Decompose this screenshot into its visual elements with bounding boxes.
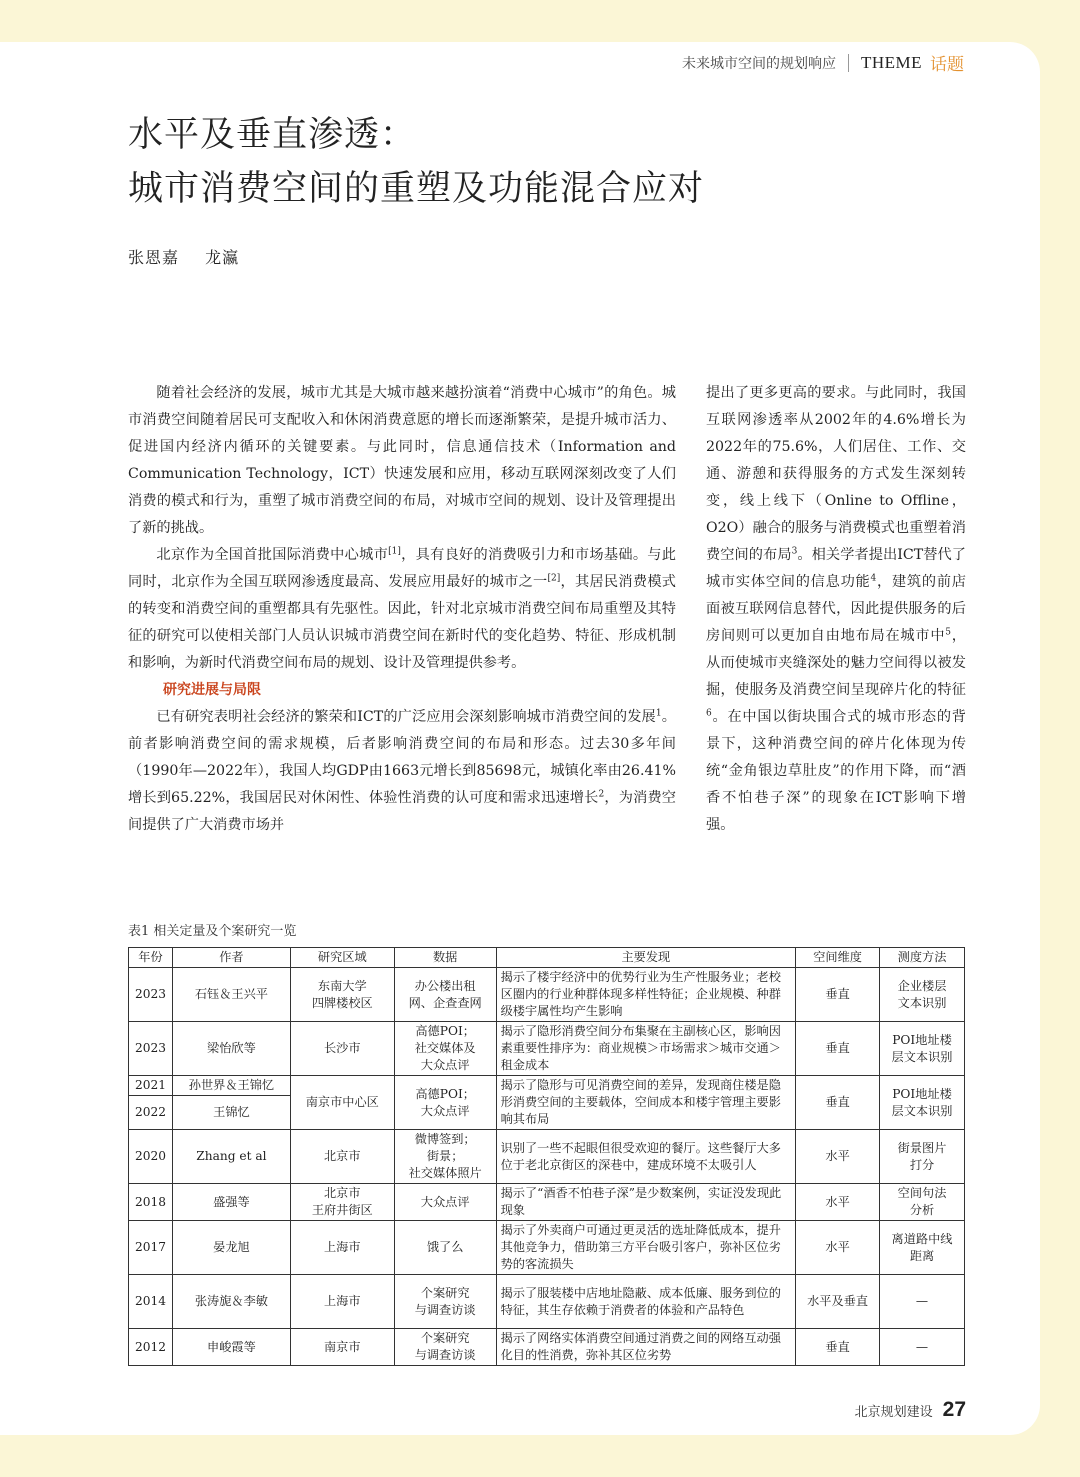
cell-author: 王锦忆 [172,1096,290,1130]
cell-area: 上海市 [290,1221,394,1275]
cell-data: 办公楼出租 网、企查查网 [394,968,496,1022]
footnote-ref: 2 [598,789,605,800]
cell-dimension: 垂直 [796,1329,880,1366]
footnote-ref: 4 [870,573,877,584]
table-row [129,1221,965,1275]
cell-area: 上海市 [290,1275,394,1329]
cell-finding: 识别了一些不起眼但很受欢迎的餐厅。这些餐厅大多位于老北京街区的深巷中，建成环境不太吸引人 [496,1130,796,1184]
footnote-ref: 6 [706,708,712,719]
cell-area: 北京市 王府井街区 [290,1184,394,1221]
citation-ref: [2] [547,573,561,584]
cell-dimension: 水平 [796,1184,880,1221]
cell-method: 街景图片 打分 [880,1130,965,1184]
cell-finding: 揭示了服装楼中店地址隐蔽、成本低廉、服务到位的特征，其生存依赖于消费者的体验和产品特色 [496,1275,796,1329]
body-column-left [128,380,676,839]
page-footer [855,1398,966,1422]
table-row [129,1022,965,1076]
col-header-year: 年份 [129,948,173,968]
cell-method: POI地址楼 层文本识别 [880,1076,965,1130]
table-row [129,1275,965,1329]
cell-method: — [880,1275,965,1329]
cell-author: 孙世界＆王锦忆 [172,1076,290,1096]
cell-data: 高德POI； 大众点评 [394,1076,496,1130]
col-header-finding: 主要发现 [496,948,796,968]
cell-author: 张涛旎＆李敏 [172,1275,290,1329]
cell-year: 2012 [129,1329,173,1366]
table-row [129,1130,965,1184]
author-2: 龙瀛 [205,248,240,267]
series-title: 未来城市空间的规划响应 [681,55,836,72]
cell-finding: 揭示了楼宇经济中的优势行业为生产性服务业；老校区圈内的行业种群体现多样性特征；企业规模、种群级楼宇属性均产生影响 [496,968,796,1022]
cell-author: 申峻霞等 [172,1329,290,1366]
cell-finding: 揭示了网络实体消费空间通过消费之间的网络互动强化目的性消费，弥补其区位劣势 [496,1329,796,1366]
table-row [129,1184,965,1221]
footnote-ref: 1 [655,708,662,719]
cell-year: 2020 [129,1130,173,1184]
cell-method: 企业楼层 文本识别 [880,968,965,1022]
magazine-name: 北京规划建设 [854,1404,933,1420]
cell-dimension: 水平 [796,1221,880,1275]
cell-method: 空间句法 分析 [880,1184,965,1221]
cell-data: 饿了么 [394,1221,496,1275]
cell-year: 2018 [129,1184,173,1221]
cell-data: 个案研究 与调查访谈 [394,1275,496,1329]
col-header-method: 测度方法 [880,948,965,968]
cell-year: 2017 [129,1221,173,1275]
cell-author: 梁怡欣等 [172,1022,290,1076]
section-heading: 研究进展与局限 [163,682,261,698]
cell-year: 2023 [129,968,173,1022]
cell-area: 北京市 [290,1130,394,1184]
cell-area: 南京市中心区 [290,1076,394,1130]
research-table [128,947,965,1366]
cell-finding: 揭示了外卖商户可通过更灵活的选址降低成本，提升其他竞争力，借助第三方平台吸引客户，弥补区位劣势的客流损失 [496,1221,796,1275]
paragraph-3-continued: 提出了更多更高的要求。与此同时，我国互联网渗透率从2002年的4.6%增长为2022年的75.6%，人们居住、工作、交通、游憩和获得服务的方式发生深刻转变，线上线下（Online to Offline，O2O）融合的服务与消费模式也重塑着消费空间的布局$^3$。相关学者提出ICT替代了城市实体空间的信息功能$^4$，建筑的前店面被互联网信息替代，因此提供服务的后房间则可以更加自由地布局在城市中$^5$，从而使城市夹缝深处的魅力空间得以被发掘，使服务及消费空间呈现碎片化的特征$^6$。在中国以街块围合式的城市形态的背景下，这种消费空间的碎片化体现为传统“金角银边草肚皮”的作用下降，而“酒香不怕巷子深”的现象在ICT影响下增强。 [706,385,966,833]
citation-ref: [1] [388,546,401,557]
author-1: 张恩嘉 [128,248,180,267]
table-header-row [129,948,965,968]
cell-method: — [880,1329,965,1366]
cell-author: Zhang et al [172,1130,290,1184]
cell-dimension: 垂直 [796,968,880,1022]
running-header [682,50,964,75]
topic-label: 话题 [930,55,964,75]
table-row [129,1076,965,1096]
col-header-dimension: 空间维度 [796,948,880,968]
article-title [128,108,704,216]
cell-area: 南京市 [290,1329,394,1366]
cell-finding: 揭示了“酒香不怕巷子深”是少数案例，实证没发现此现象 [496,1184,796,1221]
page-number: 27 [942,1398,966,1421]
cell-data: 微博签到； 街景； 社交媒体照片 [394,1130,496,1184]
cell-year: 2014 [129,1275,173,1329]
footnote-ref: 5 [945,627,952,638]
cell-author: 盛强等 [172,1184,290,1221]
col-header-data: 数据 [394,948,496,968]
header-divider [848,54,849,72]
title-line-1: 水平及垂直渗透： [128,115,417,155]
cell-year: 2023 [129,1022,173,1076]
title-line-2: 城市消费空间的重塑及功能混合应对 [128,169,705,209]
cell-area: 东南大学 四牌楼校区 [290,968,394,1022]
table-caption: 表1 相关定量及个案研究一览 [128,924,297,939]
cell-method: 离道路中线 距离 [880,1221,965,1275]
paragraph-2: 北京作为全国首批国际消费中心城市[1]，具有良好的消费吸引力和市场基础。与此同时，北京作为全国互联网渗透度最高、发展应用最好的城市之一[2]，其居民消费模式的转变和消费空间的重塑都具有先驱性。因此，针对北京城市消费空间布局重塑及其特征的研究可以使相关部门人员认识城市消费空间在新时代的变化趋势、特征、形成机制和影响，为新时代消费空间布局的规划、设计及管理提供参考。 [128,546,676,671]
body-column-right [706,380,966,839]
cell-author: 晏龙旭 [172,1221,290,1275]
theme-label: THEME [860,52,922,72]
cell-data: 个案研究 与调查访谈 [394,1329,496,1366]
cell-data: 高德POI； 社交媒体及 大众点评 [394,1022,496,1076]
cell-area: 长沙市 [290,1022,394,1076]
cell-dimension: 垂直 [796,1022,880,1076]
cell-year: 2021 [129,1076,173,1096]
table-row [129,968,965,1022]
paragraph-3: 已有研究表明社会经济的繁荣和ICT的广泛应用会深刻影响城市消费空间的发展$^1$。前者影响消费空间的需求规模，后者影响消费空间的布局和形态。过去30多年间（1990年—2022年），我国人均GDP由1663元增长到85698元，城镇化率由26.41%增长到65.22%，我国居民对休闲性、体验性消费的认可度和需求迅速增长$^2$，为消费空间提供了广大消费市场并 [128,708,676,833]
cell-method: POI地址楼 层文本识别 [880,1022,965,1076]
author-list [128,245,239,268]
cell-data: 大众点评 [394,1184,496,1221]
cell-dimension: 水平及垂直 [796,1275,880,1329]
cell-author: 石钰＆王兴平 [172,968,290,1022]
cell-dimension: 垂直 [796,1076,880,1130]
cell-finding: 揭示了隐形消费空间分布集聚在主副核心区，影响因素重要性排序为：商业规模＞市场需求＞城市交通＞租金成本 [496,1022,796,1076]
col-header-author: 作者 [172,948,290,968]
cell-finding: 揭示了隐形与可见消费空间的差异，发现商住楼是隐形消费空间的主要载体，空间成本和楼宇管理主要影响其布局 [496,1076,796,1130]
cell-dimension: 水平 [796,1130,880,1184]
cell-year: 2022 [129,1096,173,1130]
table-row [129,1329,965,1366]
footnote-ref: 3 [791,546,798,557]
col-header-area: 研究区域 [290,948,394,968]
paragraph-1: 随着社会经济的发展，城市尤其是大城市越来越扮演着“消费中心城市”的角色。城市消费空间随着居民可支配收入和休闲消费意愿的增长而逐渐繁荣，是提升城市活力、促进国内经济内循环的关键要素。与此同时，信息通信技术（Information and Communication Technology，ICT）快速发展和应用，移动互联网深刻改变了人们消费的模式和行为，重塑了城市消费空间的布局，对城市空间的规划、设计及管理提出了新的挑战。 [128,385,676,536]
